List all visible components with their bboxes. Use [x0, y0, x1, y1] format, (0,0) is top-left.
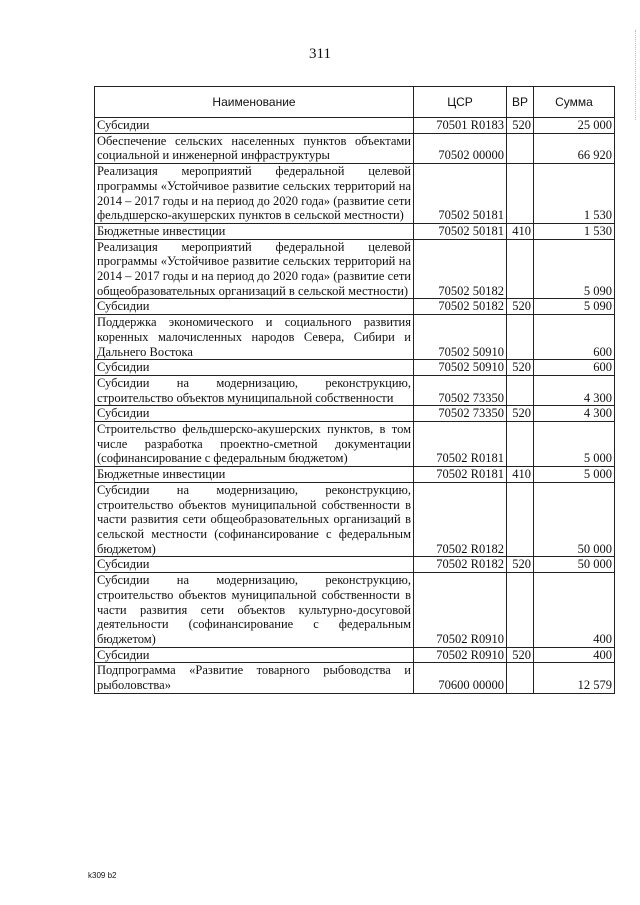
- header-sum: Сумма: [534, 87, 615, 118]
- row-vr-cell: [507, 422, 534, 467]
- page-number: 311: [309, 46, 331, 62]
- row-sum-cell: 66 920: [534, 133, 615, 163]
- row-vr-cell: [507, 573, 534, 648]
- row-name-cell: Субсидии на модернизацию, реконструкцию, строительство объектов муниципальной собственности: [95, 375, 414, 405]
- table-row: [95, 406, 615, 422]
- row-sum-cell: 600: [534, 315, 615, 360]
- row-csr-cell: 70600 00000: [414, 663, 507, 693]
- footer-code: k309 b2: [88, 871, 117, 880]
- row-name-cell: Реализация мероприятий федеральной целевой программы «Устойчивое развитие сельских территорий на 2014 – 2017 годы и на период до 2020 года» (развитие сети фельдшерско-акушерских пунктов в сельской местности): [95, 164, 414, 224]
- table-row: [95, 663, 615, 693]
- row-name-cell: Поддержка экономического и социального развития коренных малочисленных народов Севера, Сибири и Дальнего Востока: [95, 315, 414, 360]
- row-sum-cell: 4 300: [534, 406, 615, 422]
- header-csr: ЦСР: [414, 87, 507, 118]
- row-name-cell: Подпрограмма «Развитие товарного рыбоводства и рыболовства»: [95, 663, 414, 693]
- row-csr-cell: 70502 50181: [414, 223, 507, 239]
- row-csr-cell: 70502 50181: [414, 164, 507, 224]
- table-row: [95, 573, 615, 648]
- row-csr-cell: 70502 R0910: [414, 573, 507, 648]
- row-sum-cell: 5 090: [534, 239, 615, 299]
- row-csr-cell: 70502 R0181: [414, 422, 507, 467]
- row-csr-cell: 70502 00000: [414, 133, 507, 163]
- table-row: [95, 239, 615, 299]
- header-name: Наименование: [95, 87, 414, 118]
- row-name-cell: Субсидии: [95, 557, 414, 573]
- table-row: [95, 557, 615, 573]
- table-row: [95, 118, 615, 134]
- row-name-cell: Бюджетные инвестиции: [95, 223, 414, 239]
- row-sum-cell: 400: [534, 647, 615, 663]
- table-row: [95, 467, 615, 483]
- row-vr-cell: 410: [507, 223, 534, 239]
- row-vr-cell: 520: [507, 406, 534, 422]
- row-name-cell: Субсидии на модернизацию, реконструкцию, строительство объектов муниципальной собственности в части развития сети объектов культурно-досуговой деятельности (софинансирование с федеральным бюджетом): [95, 573, 414, 648]
- row-csr-cell: 70501 R0183: [414, 118, 507, 134]
- row-csr-cell: 70502 50182: [414, 239, 507, 299]
- row-vr-cell: 520: [507, 360, 534, 376]
- row-sum-cell: 1 530: [534, 223, 615, 239]
- row-csr-cell: 70502 73350: [414, 375, 507, 405]
- table-row: [95, 133, 615, 163]
- row-name-cell: Субсидии: [95, 406, 414, 422]
- row-name-cell: Бюджетные инвестиции: [95, 467, 414, 483]
- row-sum-cell: 5 000: [534, 422, 615, 467]
- row-vr-cell: 520: [507, 118, 534, 134]
- row-vr-cell: 410: [507, 467, 534, 483]
- table-row: [95, 375, 615, 405]
- row-csr-cell: 70502 R0910: [414, 647, 507, 663]
- table-row: [95, 223, 615, 239]
- table-header-row: [95, 87, 615, 118]
- row-csr-cell: 70502 50182: [414, 299, 507, 315]
- row-vr-cell: [507, 482, 534, 557]
- row-name-cell: Субсидии: [95, 299, 414, 315]
- row-sum-cell: 12 579: [534, 663, 615, 693]
- row-csr-cell: 70502 50910: [414, 315, 507, 360]
- row-csr-cell: 70502 R0182: [414, 557, 507, 573]
- row-sum-cell: 400: [534, 573, 615, 648]
- row-sum-cell: 5 000: [534, 467, 615, 483]
- table-row: [95, 647, 615, 663]
- row-sum-cell: 4 300: [534, 375, 615, 405]
- row-name-cell: Обеспечение сельских населенных пунктов объектами социальной и инженерной инфраструктуры: [95, 133, 414, 163]
- row-sum-cell: 50 000: [534, 557, 615, 573]
- row-vr-cell: [507, 315, 534, 360]
- table-row: [95, 360, 615, 376]
- row-vr-cell: 520: [507, 557, 534, 573]
- row-vr-cell: [507, 164, 534, 224]
- row-name-cell: Субсидии на модернизацию, реконструкцию, строительство объектов муниципальной собственности в части развития сети общеобразовательных организаций в сельской местности (софинансирование с федеральным бюджетом): [95, 482, 414, 557]
- row-sum-cell: 25 000: [534, 118, 615, 134]
- row-name-cell: Субсидии: [95, 647, 414, 663]
- margin-scan-mark: [627, 30, 636, 120]
- row-vr-cell: [507, 133, 534, 163]
- row-name-cell: Реализация мероприятий федеральной целевой программы «Устойчивое развитие сельских территорий на 2014 – 2017 годы и на период до 2020 года» (развитие сети общеобразовательных организаций в сельской местности): [95, 239, 414, 299]
- row-name-cell: Субсидии: [95, 118, 414, 134]
- row-vr-cell: 520: [507, 299, 534, 315]
- row-vr-cell: [507, 239, 534, 299]
- row-name-cell: Субсидии: [95, 360, 414, 376]
- row-vr-cell: [507, 375, 534, 405]
- row-name-cell: Строительство фельдшерско-акушерских пунктов, в том числе разработка проектно-сметной документации (софинансирование с федеральным бюджетом): [95, 422, 414, 467]
- row-sum-cell: 5 090: [534, 299, 615, 315]
- table-row: [95, 422, 615, 467]
- table-row: [95, 299, 615, 315]
- row-csr-cell: 70502 50910: [414, 360, 507, 376]
- header-vr: ВР: [507, 87, 534, 118]
- row-vr-cell: [507, 663, 534, 693]
- row-sum-cell: 1 530: [534, 164, 615, 224]
- row-sum-cell: 50 000: [534, 482, 615, 557]
- table-row: [95, 482, 615, 557]
- row-sum-cell: 600: [534, 360, 615, 376]
- row-csr-cell: 70502 R0182: [414, 482, 507, 557]
- row-csr-cell: 70502 73350: [414, 406, 507, 422]
- budget-table: [94, 86, 615, 694]
- table-row: [95, 164, 615, 224]
- table-row: [95, 315, 615, 360]
- table-body: [95, 118, 615, 694]
- row-vr-cell: 520: [507, 647, 534, 663]
- row-csr-cell: 70502 R0181: [414, 467, 507, 483]
